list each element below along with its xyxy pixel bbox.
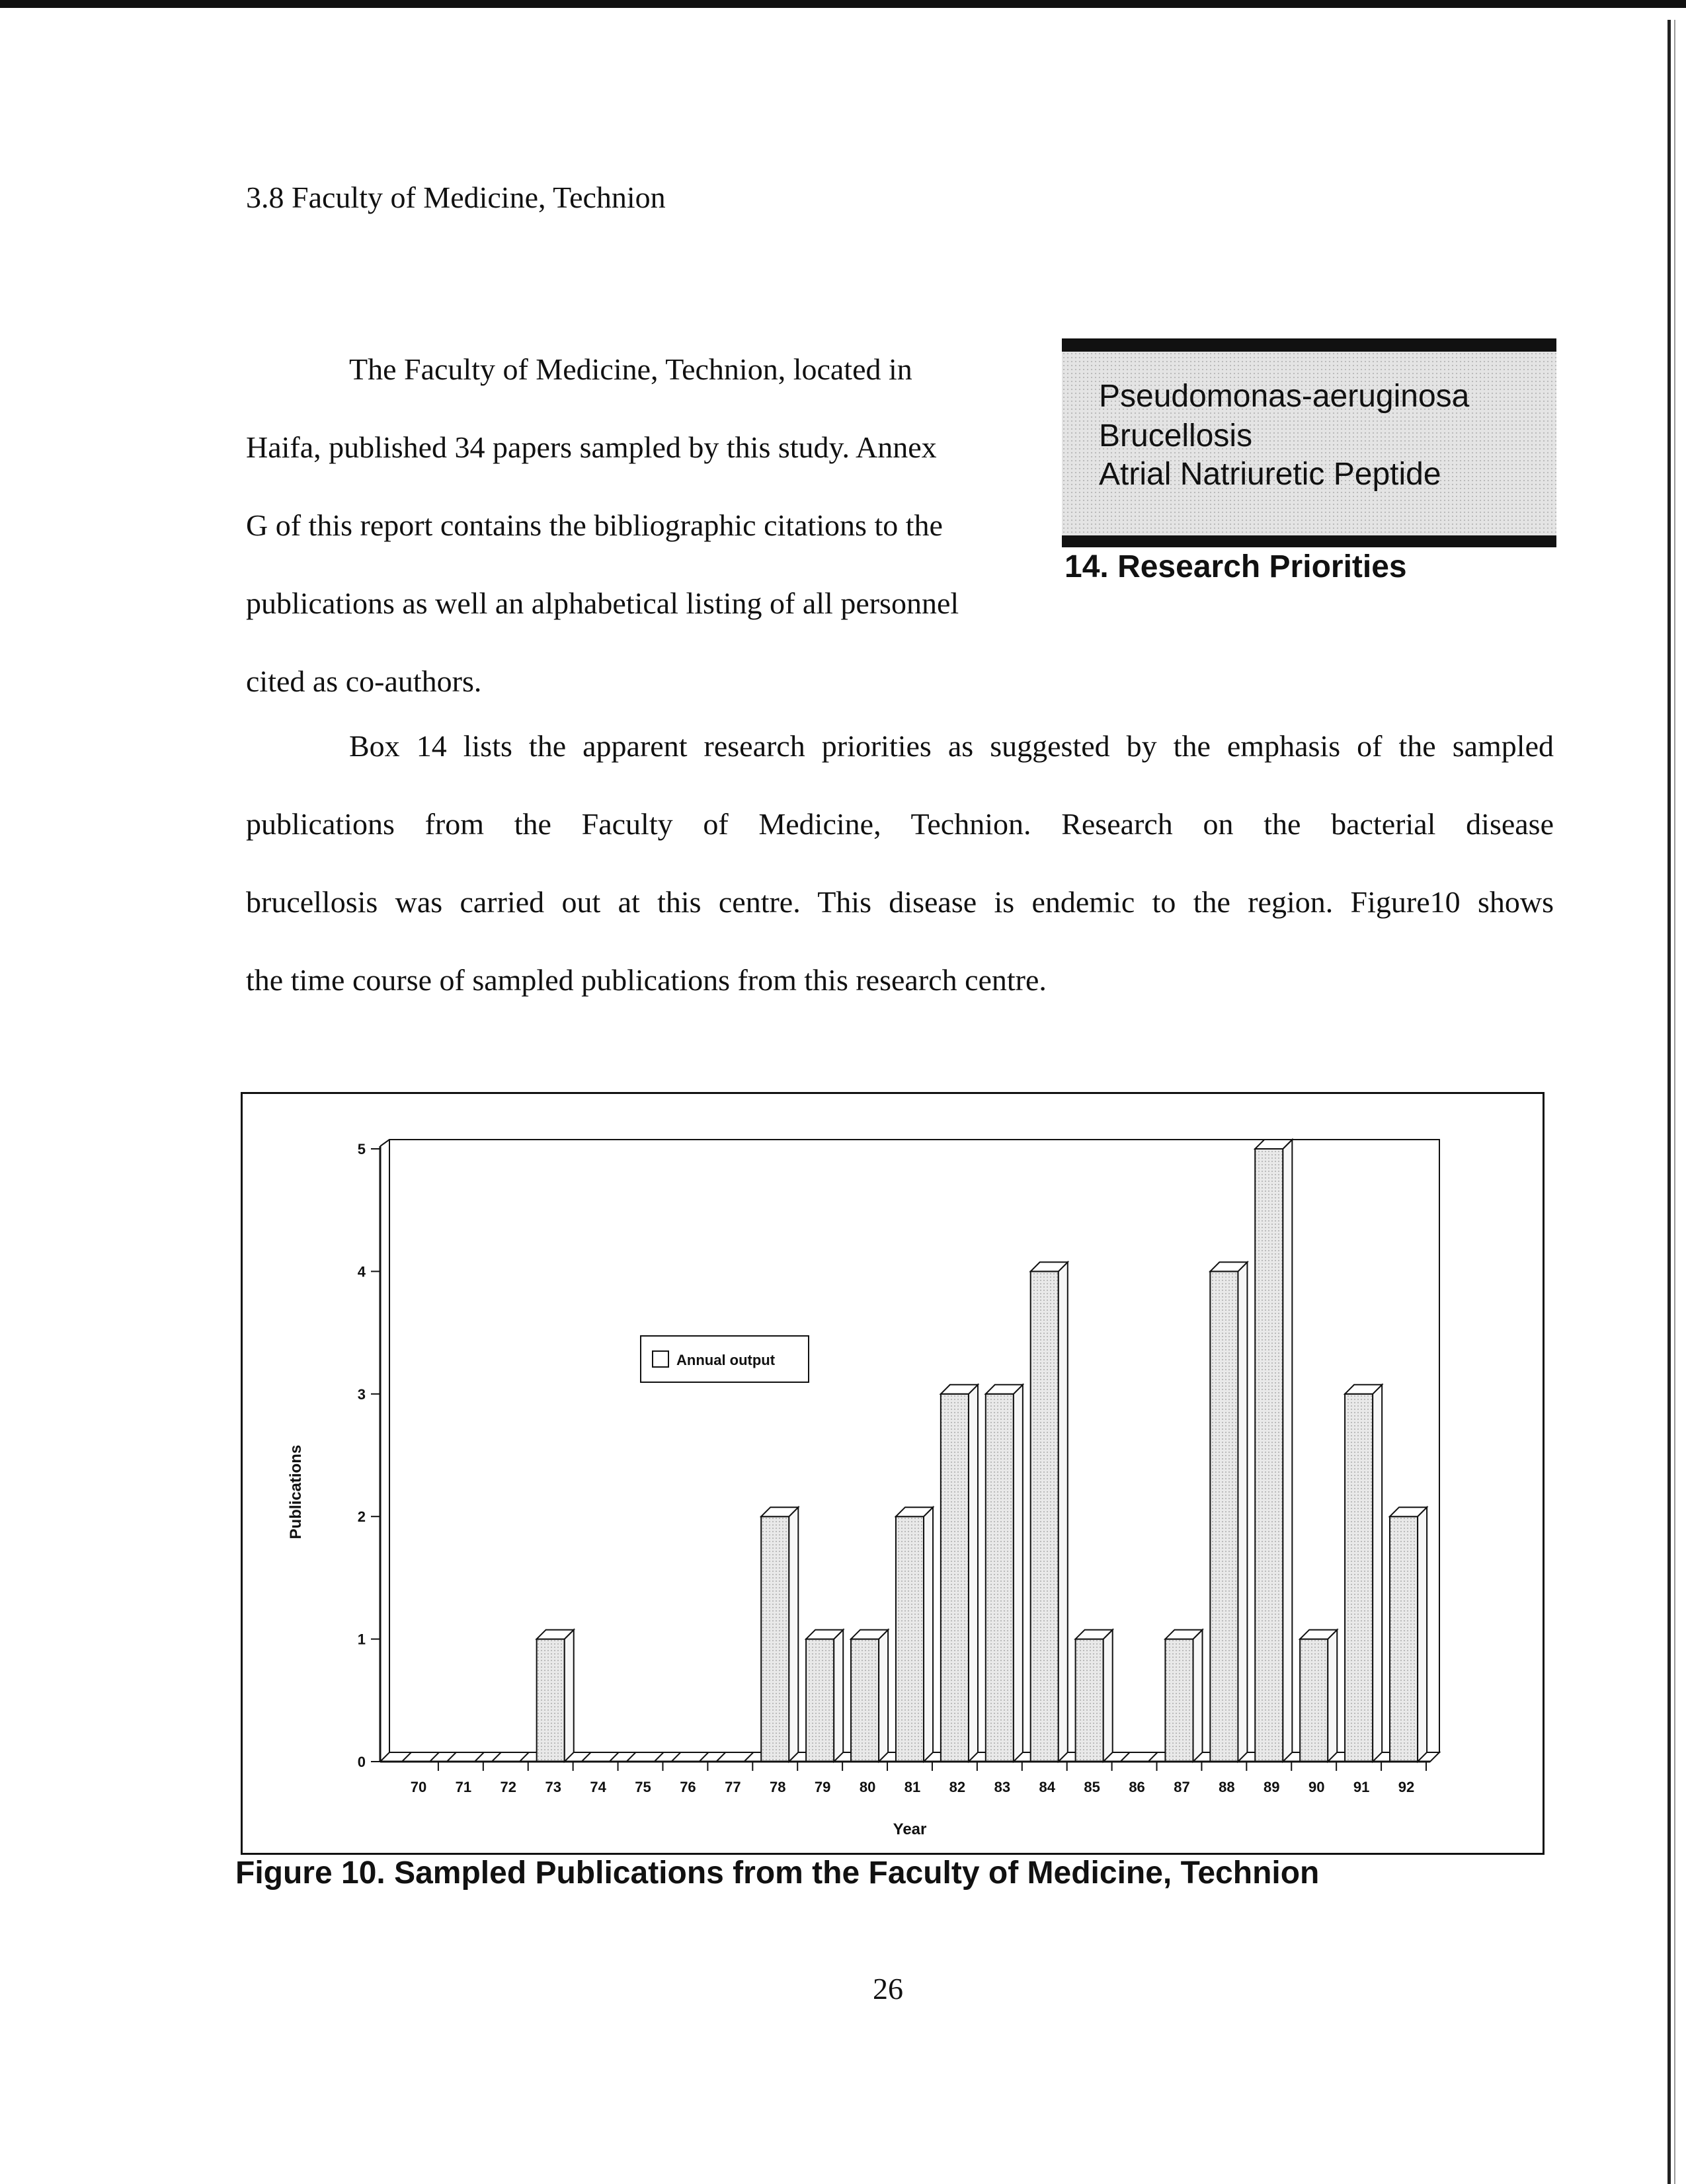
paragraph-line: brucellosis was carried out at this centre. This disease is endemic to the region. Figure10 shows [246,885,1554,919]
bar-face-78 [761,1516,789,1762]
bar-face-79 [806,1639,834,1762]
bar-face-88 [1210,1271,1238,1762]
y-tick-label: 3 [357,1385,366,1403]
paragraph-line: cited as co-authors. [246,664,482,698]
y-axis-depth-edge [380,1140,389,1146]
x-tick-label-91: 91 [1353,1779,1370,1795]
priority-item: Atrial Natriuretic Peptide [1099,457,1441,492]
box-top-bar [1062,338,1556,352]
x-tick-label-73: 73 [545,1779,561,1795]
legend-label: Annual output [676,1352,776,1368]
x-tick-label-89: 89 [1264,1779,1280,1795]
bar-side-90 [1328,1630,1337,1762]
paragraph-line-text: Box 14 lists the apparent research priorities as suggested by the emphasis of the sampled [349,729,1554,763]
paragraph-intro [246,331,1035,721]
bar-face-91 [1345,1394,1373,1762]
bar-side-92 [1418,1507,1427,1762]
paragraph-line-text: The Faculty of Medicine, Technion, located in [349,352,912,386]
y-tick-label: 5 [357,1141,366,1157]
x-tick-label-82: 82 [949,1779,966,1795]
bar-face-83 [986,1394,1014,1762]
x-tick-label-71: 71 [455,1779,472,1795]
bar-face-85 [1076,1639,1104,1762]
bar-face-90 [1300,1639,1328,1762]
x-tick-label-76: 76 [680,1779,696,1795]
bar-side-91 [1373,1385,1382,1762]
x-tick-label-79: 79 [814,1779,831,1795]
x-tick-label-72: 72 [500,1779,517,1795]
page-number: 26 [873,1972,903,2006]
paragraph-line [246,331,1035,409]
paragraph-line [246,707,1554,785]
x-tick-label-84: 84 [1039,1779,1055,1795]
paragraph-line: the time course of sampled publications from this research centre. [246,963,1047,997]
chart-frame [241,1092,1545,1855]
paragraph-line: publications as well an alphabetical listing of all personnel [246,586,959,620]
paragraph-priorities [246,707,1554,1019]
y-tick-label: 2 [357,1508,366,1526]
x-tick-label-90: 90 [1308,1779,1325,1795]
bar-face-89 [1255,1149,1283,1762]
bar-face-84 [1031,1271,1059,1762]
bar-face-82 [941,1394,969,1762]
x-tick-label-70: 70 [410,1779,427,1795]
legend-swatch [653,1351,668,1367]
bar-side-83 [1014,1385,1023,1762]
paragraph-line: publications from the Faculty of Medicine, Technion. Research on the bacterial disease [246,807,1554,841]
bar-face-92 [1390,1516,1418,1762]
x-tick-label-81: 81 [904,1779,921,1795]
bar-face-81 [896,1516,924,1762]
bar-side-73 [565,1630,574,1762]
x-tick-label-92: 92 [1398,1779,1415,1795]
y-tick-label: 0 [357,1754,366,1770]
y-tick-label: 4 [357,1263,366,1280]
y-tick-label: 1 [357,1631,366,1648]
bar-side-81 [924,1507,933,1762]
section-heading: 3.8 Faculty of Medicine, Technion [246,180,666,214]
priority-item: Pseudomonas-aeruginosa [1099,379,1470,414]
box-caption: 14. Research Priorities [1064,549,1407,584]
bar-side-87 [1193,1630,1203,1762]
box-bottom-bar [1062,535,1556,547]
bar-side-84 [1059,1262,1068,1762]
x-tick-label-77: 77 [725,1779,741,1795]
y-axis-label: Publications [287,1444,305,1540]
paragraph-line: Haifa, published 34 papers sampled by this study. Annex [246,430,937,464]
right-border-rule-thin [1674,20,1675,2184]
x-tick-label-78: 78 [770,1779,786,1795]
figure-caption: Figure 10. Sampled Publications from the Faculty of Medicine, Technion [235,1855,1320,1891]
x-tick-label-83: 83 [994,1779,1011,1795]
bar-side-89 [1283,1140,1292,1762]
bar-side-82 [969,1385,978,1762]
x-tick-label-74: 74 [590,1779,606,1795]
bar-side-80 [879,1630,888,1762]
bar-side-78 [789,1507,798,1762]
bar-face-73 [537,1639,565,1762]
paragraph-line: G of this report contains the bibliographic citations to the [246,508,943,542]
x-tick-label-87: 87 [1174,1779,1190,1795]
bar-side-79 [834,1630,843,1762]
x-tick-label-86: 86 [1129,1779,1145,1795]
x-tick-label-85: 85 [1084,1779,1100,1795]
x-tick-label-80: 80 [859,1779,876,1795]
bar-side-85 [1104,1630,1113,1762]
priority-item: Brucellosis [1099,418,1253,453]
bar-face-87 [1165,1639,1193,1762]
right-border-rule [1667,20,1671,2184]
x-axis-label: Year [893,1820,927,1838]
top-border-rule [0,0,1686,8]
bar-face-80 [851,1639,879,1762]
x-tick-label-88: 88 [1219,1779,1235,1795]
bar-side-88 [1238,1262,1247,1762]
x-tick-label-75: 75 [635,1779,651,1795]
research-priorities-box [1062,338,1556,547]
publications-bar-chart [243,1094,1543,1853]
